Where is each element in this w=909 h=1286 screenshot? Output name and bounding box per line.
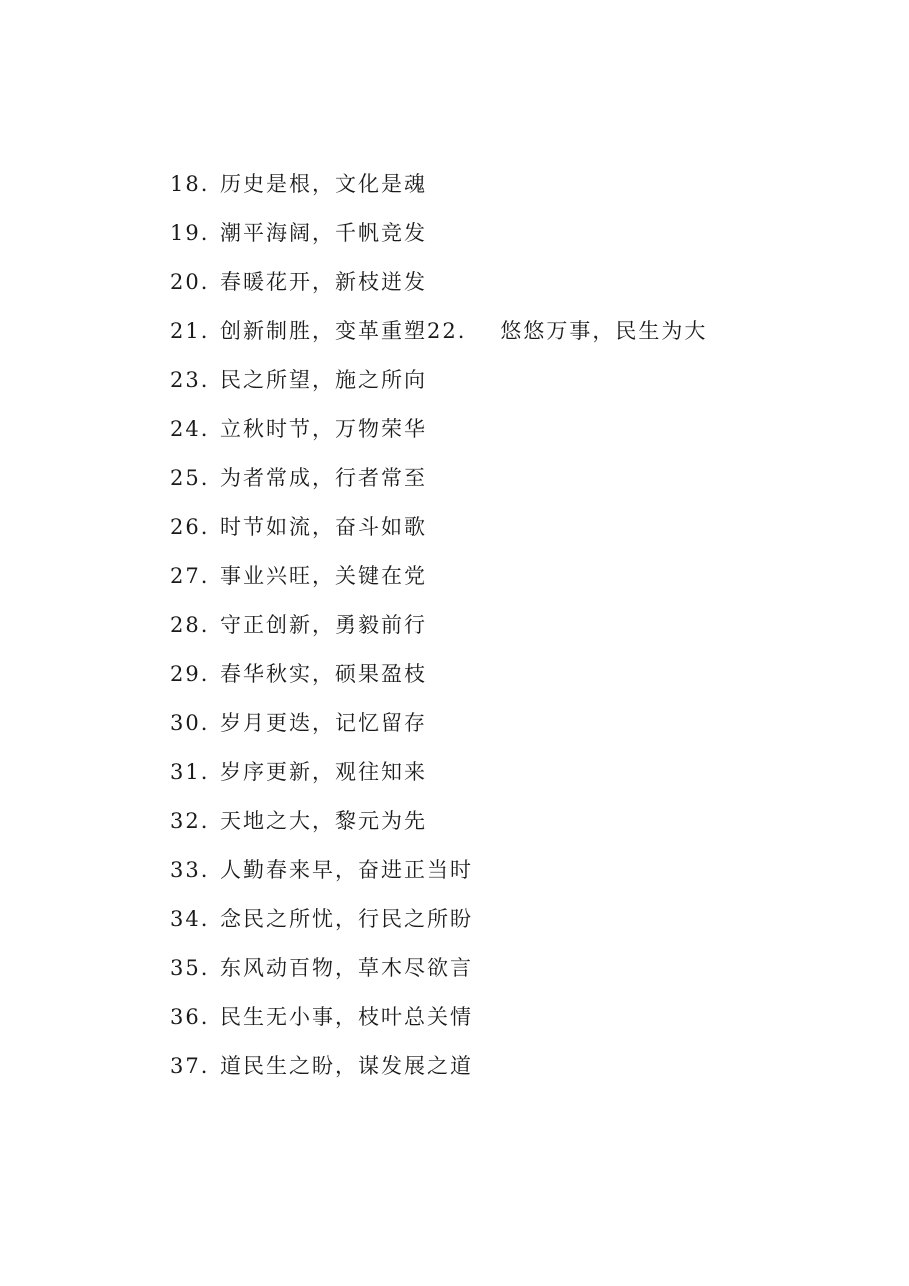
item-text: 念民之所忧，行民之所盼 xyxy=(220,907,473,931)
list-item xyxy=(170,258,707,307)
item-number: 19. xyxy=(170,221,210,245)
list-item xyxy=(170,307,707,356)
list-item xyxy=(170,405,707,454)
item-number: 33. xyxy=(170,858,210,882)
list-item xyxy=(170,993,707,1042)
item-text: 创新制胜，变革重塑22. xyxy=(220,319,467,343)
slogan-list xyxy=(170,160,707,1091)
item-number: 28. xyxy=(170,613,210,637)
item-number: 27. xyxy=(170,564,210,588)
list-item xyxy=(170,650,707,699)
item-text: 历史是根，文化是魂 xyxy=(220,172,427,196)
item-number: 31. xyxy=(170,760,210,784)
list-item xyxy=(170,895,707,944)
item-number: 35. xyxy=(170,956,210,980)
item-text: 春暖花开，新枝迸发 xyxy=(220,270,427,294)
list-item xyxy=(170,356,707,405)
list-item xyxy=(170,454,707,503)
item-text: 岁月更迭，记忆留存 xyxy=(220,711,427,735)
item-text-continued: 悠悠万事，民生为大 xyxy=(500,319,708,343)
item-text: 东风动百物，草木尽欲言 xyxy=(220,956,473,980)
item-number: 20. xyxy=(170,270,210,294)
item-text: 岁序更新，观往知来 xyxy=(220,760,427,784)
item-text: 守正创新，勇毅前行 xyxy=(220,613,427,637)
item-text: 民生无小事，枝叶总关情 xyxy=(220,1005,473,1029)
item-text: 立秋时节，万物荣华 xyxy=(220,417,427,441)
item-text: 人勤春来早，奋进正当时 xyxy=(220,858,473,882)
item-text: 民之所望，施之所向 xyxy=(220,368,427,392)
list-item xyxy=(170,748,707,797)
item-number: 23. xyxy=(170,368,210,392)
list-item xyxy=(170,699,707,748)
item-text: 潮平海阔，千帆竞发 xyxy=(220,221,427,245)
item-text: 春华秋实，硕果盈枝 xyxy=(220,662,427,686)
list-item xyxy=(170,503,707,552)
item-number: 37. xyxy=(170,1054,210,1078)
list-item xyxy=(170,552,707,601)
list-item xyxy=(170,944,707,993)
list-item xyxy=(170,797,707,846)
list-item xyxy=(170,160,707,209)
item-number: 32. xyxy=(170,809,210,833)
list-item xyxy=(170,209,707,258)
item-number: 18. xyxy=(170,172,210,196)
item-number: 24. xyxy=(170,417,210,441)
item-text: 时节如流，奋斗如歌 xyxy=(220,515,427,539)
list-item xyxy=(170,1042,707,1091)
item-number: 34. xyxy=(170,907,210,931)
item-number: 21. xyxy=(170,319,210,343)
item-number: 25. xyxy=(170,466,210,490)
item-number: 29. xyxy=(170,662,210,686)
item-text: 为者常成，行者常至 xyxy=(220,466,427,490)
item-number: 36. xyxy=(170,1005,210,1029)
item-text: 天地之大，黎元为先 xyxy=(220,809,427,833)
item-text: 道民生之盼，谋发展之道 xyxy=(220,1054,473,1078)
item-text: 事业兴旺，关键在党 xyxy=(220,564,427,588)
list-item xyxy=(170,601,707,650)
item-number: 30. xyxy=(170,711,210,735)
list-item xyxy=(170,846,707,895)
item-number: 26. xyxy=(170,515,210,539)
